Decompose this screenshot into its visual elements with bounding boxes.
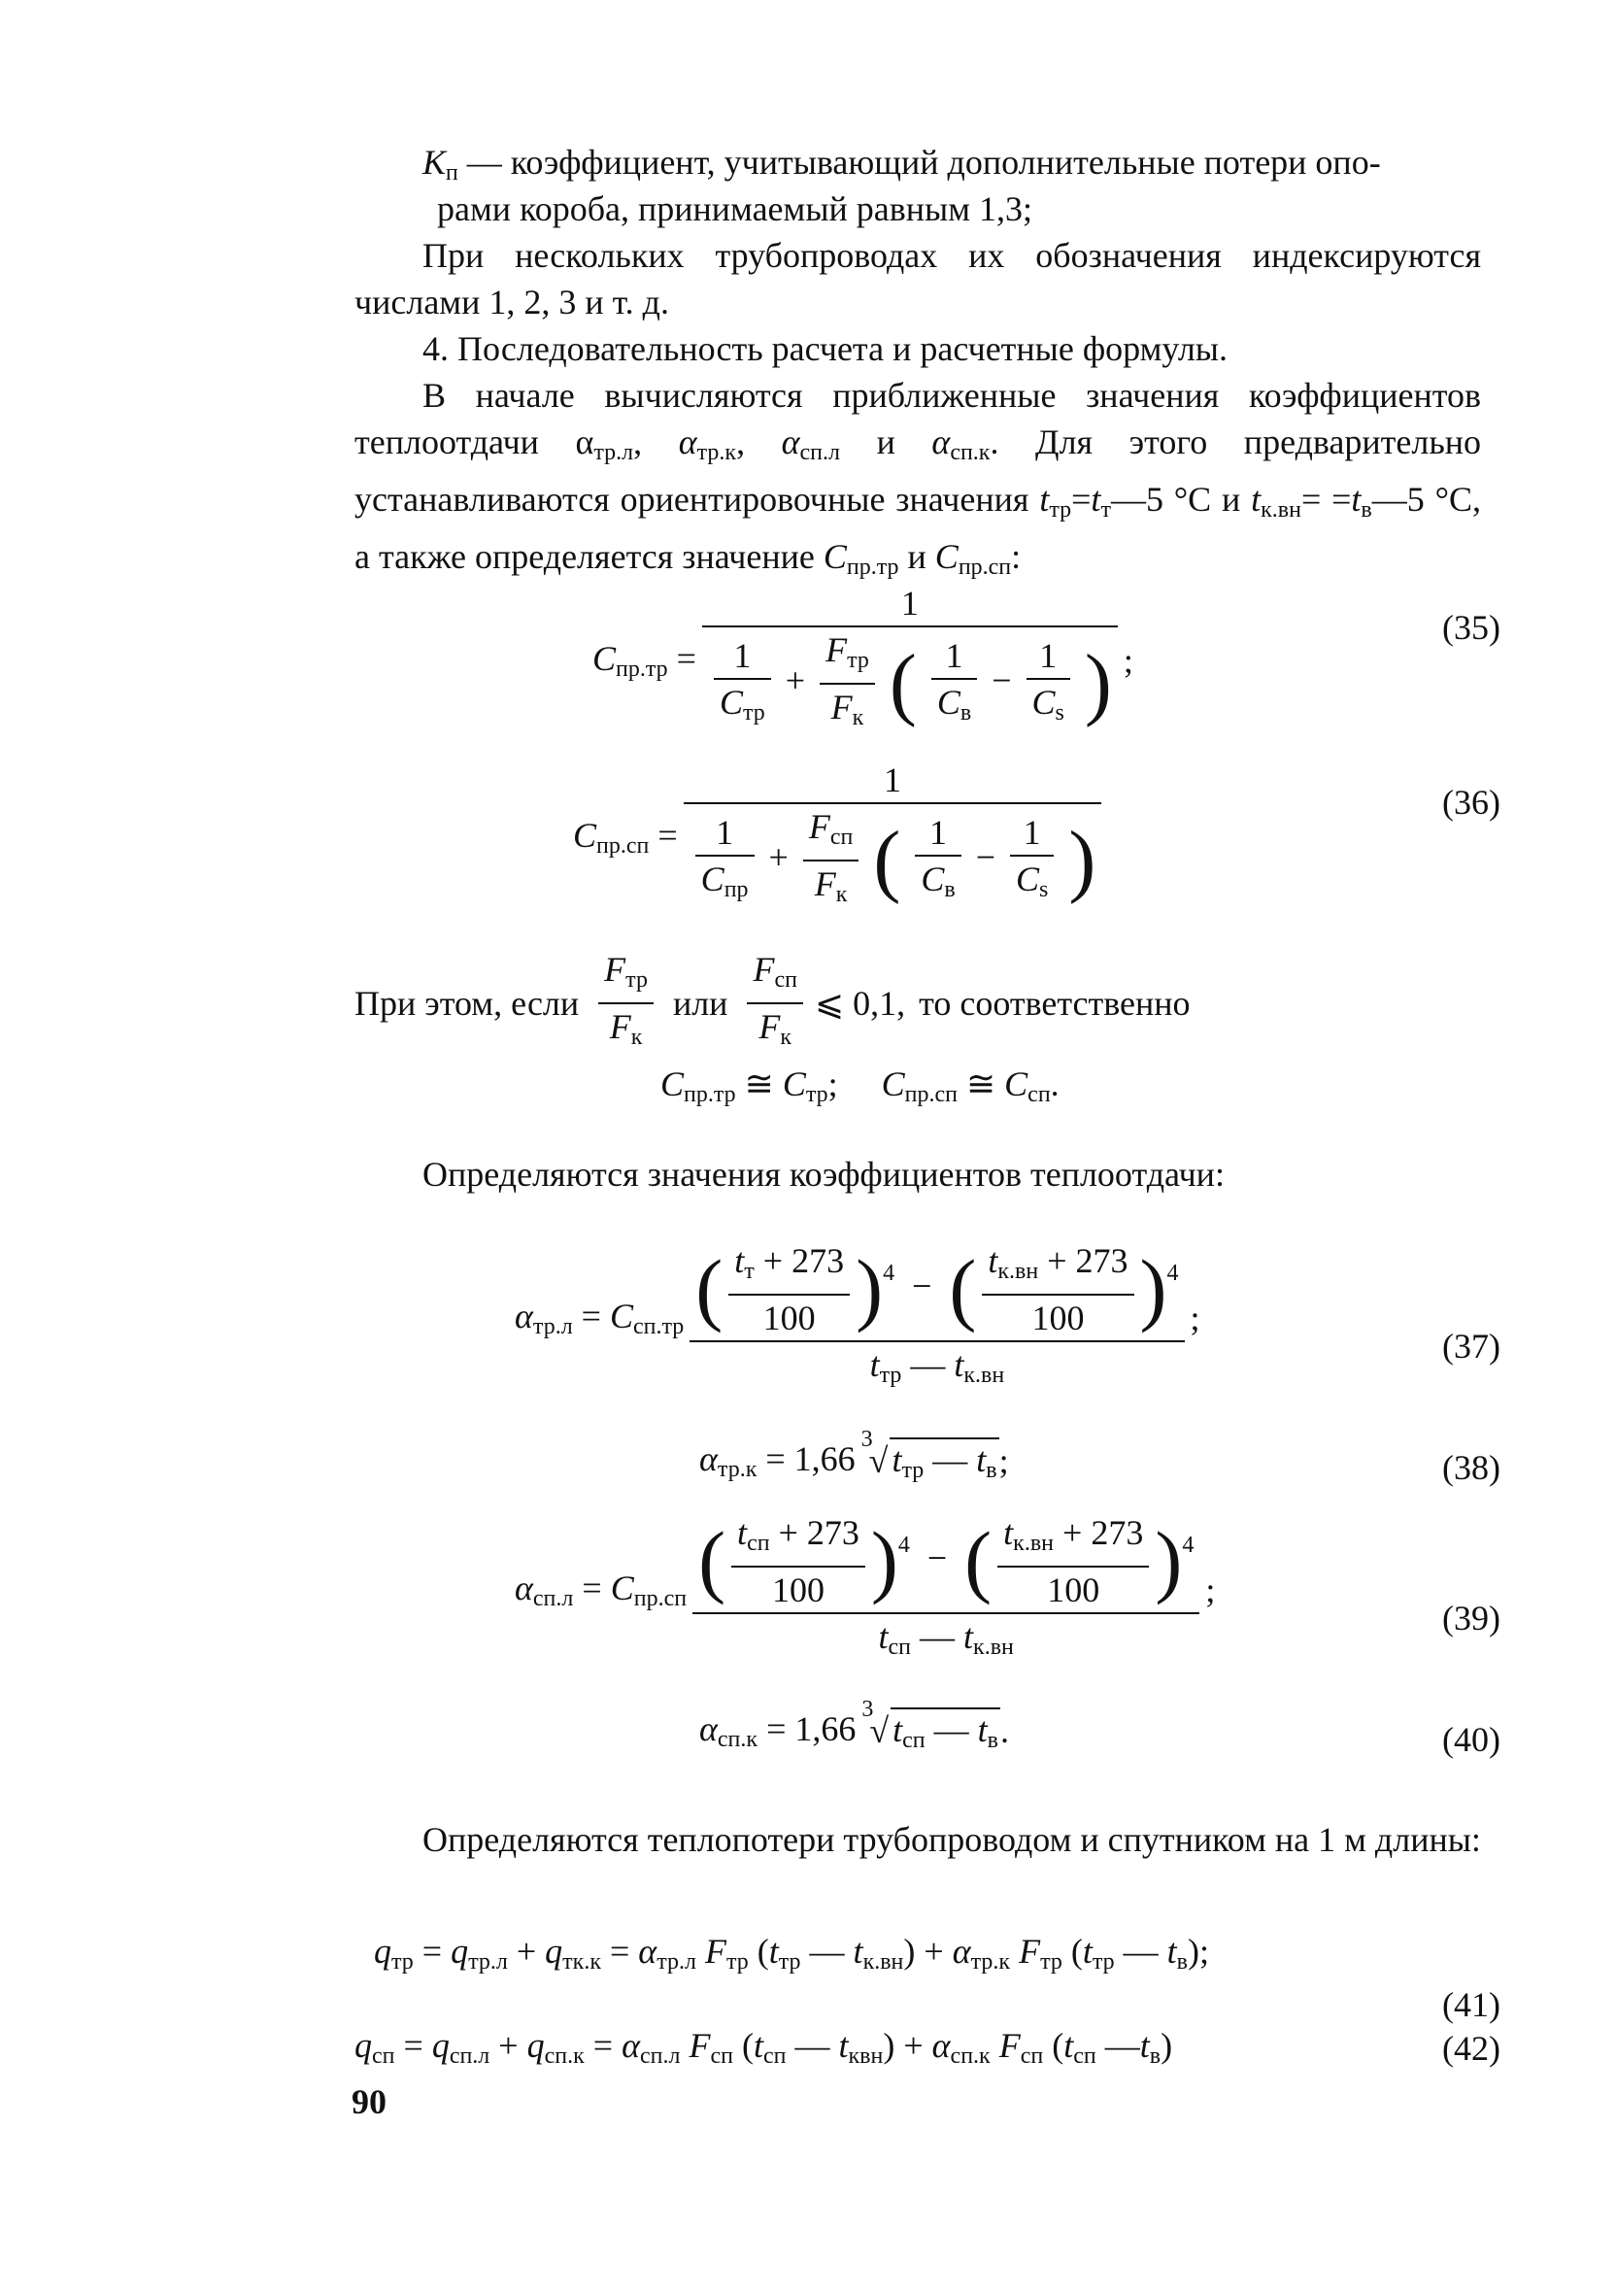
equation-42: $q_{сп} = q_{сп.л} + q_{сп.к} = \alpha_{сп.л}$ $F_{сп}$ ($t_{сп}$ — $t_{квн}) + \alpha_{сп.к}$ $F_{сп}$ ($t_{сп}$ $—t_в$)	[354, 2026, 1173, 2069]
equation-41: $q_{тр} = q_{тр.л} + q_{тк.к} = \alpha_{тр.л}$ $F_{тр}$ ($t_{тр}$ — $t_{к.вн}) + \alpha_{тр.к}$ $F_{тр}$ ($t_{тр}$ — $t_в$);	[374, 1932, 1209, 1975]
equation-number: (40)	[1442, 1720, 1500, 1759]
kp-definition-cont: рами короба, принимаемый равным 1,3;	[437, 189, 1032, 228]
equation-number: (36)	[1442, 783, 1500, 822]
paragraph-approx: В начале вычисляются приближенные значения коэффициентов теплоотдачи $\alpha_{тр.л}$, $\alpha_{тр.к}$, $\alpha_{сп.л}$ и $\alpha_{сп.к}$. Для этого предварительно устанавливаются ориентировочные значения $t_{тр}=t_т—5$ °C и $t_{к.вн}=$ $=t_в—5$ °C, а также определяется значение $C_{пр.тр}$ и $C_{пр.сп}$:	[354, 376, 1482, 580]
equation-number: (37)	[1442, 1327, 1500, 1366]
equation-40: $\alpha_{сп.к} = 1,66$ 3 √ $t_{сп}$ — $t_в$ .	[699, 1696, 1010, 1753]
condition-line: При этом, если $\frac{F_{тр}}{F_к}$ или $\frac{F_{сп}}{F_к}$ ⩽ 0,1, то соответственно	[354, 947, 1191, 1060]
equation-number: (39)	[1442, 1599, 1500, 1638]
equation-35: $C_{пр.тр}$ = 1 $\frac{1}{C_{тр}}$ + $\frac{F_{тр}}{F_к}$ ( $\frac{1}{C_в}$ − $\frac{1}{C_s}$ ) ;	[592, 581, 1133, 740]
equation-37: $\alpha_{тр.л} = C_{сп.тр}$ ( $\frac{t_т + 273}{100}$ )$^4$ − ( $\frac{t_{к.вн} + 273}{100}$ )$^4$ $t_{тр}$ — $t_{к.вн}$ ;	[515, 1238, 1200, 1398]
approx-relation: $C_{пр.тр}$ ≅ $C_{тр}$; $C_{пр.сп}$ ≅ $C_{сп}$.	[660, 1064, 1060, 1107]
equation-number: (35)	[1442, 608, 1500, 647]
paragraph-indices: При нескольких трубопроводах их обозначения индексируются числами 1, 2, 3 и т. д.	[354, 236, 1481, 321]
paragraph-sequence: 4. Последовательность расчета и расчетные формулы.	[422, 329, 1228, 368]
kp-definition: $К_п$ — коэффициент, учитывающий дополнительные потери опо-	[422, 143, 1381, 186]
equation-number: (41)	[1442, 1985, 1500, 2024]
section-heat-coefficients: Определяются значения коэффициентов теплоотдачи:	[422, 1155, 1225, 1194]
equation-38: $\alpha_{тр.к} = 1,66$ 3 √ $t_{тр}$ — $t_в$ ;	[699, 1426, 1009, 1483]
equation-number: (42)	[1442, 2029, 1500, 2068]
section-heat-losses: Определяются теплопотери трубопроводом и спутником на 1 м длины:	[422, 1820, 1481, 1859]
equation-number: (38)	[1442, 1448, 1500, 1487]
equation-39: $\alpha_{сп.л} = C_{пр.сп}$ ( $\frac{t_{сп} + 273}{100}$ )$^4$ − ( $\frac{t_{к.вн} + 273}{100}$ )$^4$ $t_{сп}$ — $t_{к.вн}$ ;	[515, 1510, 1215, 1670]
page-number: 90	[352, 2082, 387, 2121]
equation-36: $C_{пр.сп}$ = 1 $\frac{1}{C_{пр}}$ + $\frac{F_{сп}}{F_к}$ ( $\frac{1}{C_в}$ − $\frac{1}{C_s}$ )	[573, 758, 1107, 917]
